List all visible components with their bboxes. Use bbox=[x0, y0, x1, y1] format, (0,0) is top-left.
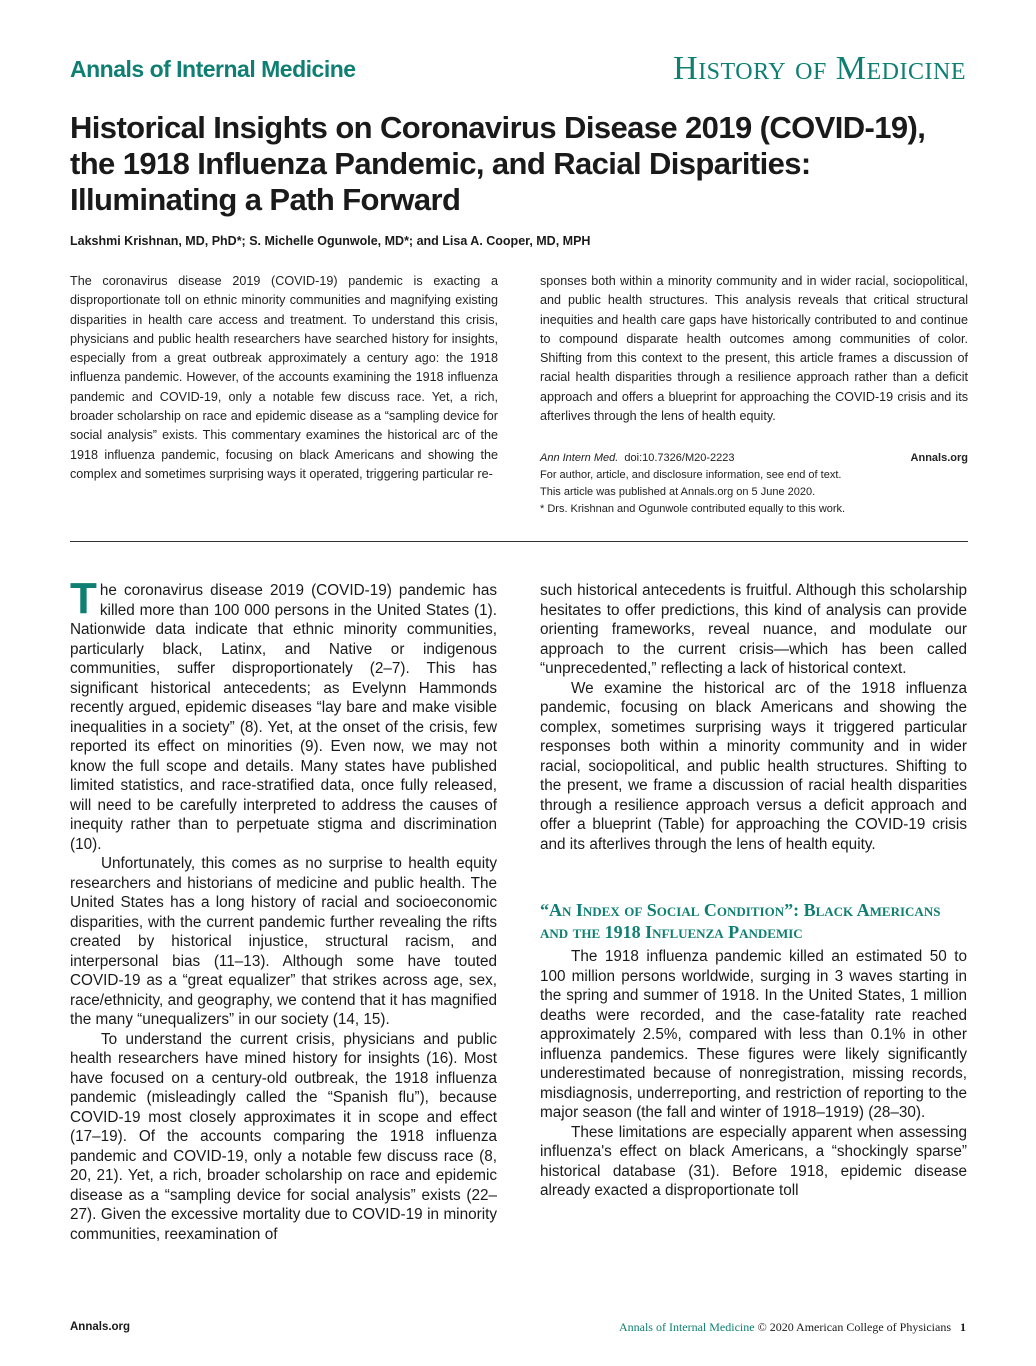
body-paragraph: such historical antecedents is fruitful. Although this scholarship hesitates to offer predictions, this kind of analysis can provide orienting frameworks, reveal nuance, and modulate our approach to the current crisis—which has been called “unprecedented,” reflecting a lack of historical context. bbox=[540, 582, 967, 677]
table-link[interactable]: Table bbox=[662, 816, 700, 833]
section-divider bbox=[70, 541, 968, 542]
body-left-column bbox=[70, 574, 497, 1244]
page-number: 1 bbox=[960, 1320, 966, 1334]
paragraph-text: We examine the historical arc of the 1918 influenza pandemic, focusing on black Americans and showing the complex, sometimes surprising ways it triggered particular responses both within a minority community and in wider racial, sociopolitical, and public health structures. Shifting to the present, we frame a discussion of racial health disparities through a resilience approach versus a deficit approach and offer a blueprint ( bbox=[540, 679, 967, 833]
body-paragraph bbox=[70, 574, 497, 854]
journal-name: Annals of Internal Medicine bbox=[70, 56, 356, 82]
publication-note: This article was published at Annals.org on 5 June 2020. bbox=[540, 486, 816, 498]
footer-journal: Annals of Internal Medicine bbox=[618, 1320, 755, 1334]
body-right-column bbox=[540, 581, 967, 1201]
author-list: Lakshmi Krishnan, MD, PhD*; S. Michelle Ogunwole, MD*; and Lisa A. Cooper, MD, MPH bbox=[70, 234, 591, 248]
body-paragraph: The 1918 influenza pandemic killed an estimated 50 to 100 million persons worldwide, surging in 3 waves starting in the spring and summer of 1918. In the United States, 1 million deaths were recorded, and the case-fatality rate reached approximately 2.5%, compared with less than 0.1% in other influenza pandemics. These figures were likely significantly underestimated because of nonregistration, missing records, misdiagnosis, underreporting, and restriction of reporting to the major season (the fall and winter of 1918–1919) (28–30). bbox=[540, 948, 967, 1121]
footer-copyright: © 2020 American College of Physicians bbox=[757, 1320, 951, 1334]
abstract-right-column: sponses both within a minority community and in wider racial, sociopolitical, and public health structures. This analysis reveals that critical structural inequities and health care gaps have historically contributed to and continue to compound disparate health outcomes among communities of color. Shifting from this context to the present, this article frames a discussion of racial health disparities through a resilience approach rather than a deficit approach and offers a blueprint for approaching the COVID-19 crisis and its afterlives through the lens of health equity. bbox=[540, 274, 968, 424]
article-title: Historical Insights on Coronavirus Disease 2019 (COVID-19), the 1918 Influenza Pandemic, and Racial Disparities: Illuminating a Path Forward bbox=[70, 110, 926, 217]
contribution-note: * Drs. Krishnan and Ogunwole contributed equally to this work. bbox=[540, 503, 846, 515]
author-info-note: For author, article, and disclosure information, see end of text. bbox=[540, 469, 842, 481]
journal-abbrev: Ann Intern Med. bbox=[540, 452, 619, 464]
doi: doi:10.7326/M20-2223 bbox=[624, 452, 735, 464]
citation-row bbox=[540, 450, 968, 467]
paragraph-text: ) for approaching the COVID-19 crisis and its afterlives through the lens of health equity. bbox=[540, 816, 967, 853]
section-heading: “An Index of Social Condition”: Black Americans and the 1918 Influenza Pandemic bbox=[540, 900, 941, 942]
body-paragraph bbox=[540, 679, 967, 855]
footer-credit bbox=[619, 1320, 966, 1335]
site-link[interactable]: Annals.org bbox=[910, 452, 968, 464]
body-paragraph: These limitations are especially apparent when assessing influenza's effect on black Americans, a “shockingly sparse” historical database (31). Before 1918, epidemic disease already exacted a disproportionate toll bbox=[540, 1123, 967, 1199]
citation bbox=[540, 450, 735, 467]
footer-site[interactable]: Annals.org bbox=[70, 1321, 131, 1333]
body-paragraph: Unfortunately, this comes as no surprise to health equity researchers and historians of medicine and public health. The United States has a long history of racial and socioeconomic disparities, with the current pandemic further revealing the rifts created by historical injustice, structural racism, and interpersonal bias (11–13). Although some have touted COVID-19 as a “great equalizer” that strikes across age, sex, race/ethnicity, and geography, we contend that it has magnified the many “unequalizers” in our society (14, 15). bbox=[70, 855, 497, 1028]
section-label: History of Medicine bbox=[673, 50, 966, 87]
body-paragraph: To understand the current crisis, physicians and public health researchers have mined history for insights (16). Most have focused on a century-old outbreak, the 1918 influenza pandemic (misleadingly called the “Spanish flu”), because COVID-19 most closely approximates it in scope and effect (17–19). Of the accounts comparing the 1918 influenza pandemic and COVID-19, only a notable few discuss race (8, 20, 21). Yet, a rich, broader scholarship on race and epidemic disease as a “sampling device for social analysis” exists (22–27). Given the excessive mortality due to COVID-19 in minority communities, reexamination of bbox=[70, 1030, 497, 1243]
drop-cap: T bbox=[70, 574, 97, 623]
article-meta bbox=[540, 450, 968, 518]
abstract-left-column: The coronavirus disease 2019 (COVID-19) pandemic is exacting a disproportionate toll on ethnic minority communities and magnifying existing disparities in health care access and treatment. To understand this crisis, physicians and public health researchers have searched history for insights, especially from a great outbreak approximately a century ago: the 1918 influenza pandemic. However, of the accounts examining the 1918 influenza pandemic and COVID-19, only a notable few discuss race. Yet, a rich, broader scholarship on race and epidemic disease as a “sampling device for social analysis” exists. This commentary examines the historical arc of the 1918 influenza pandemic, focusing on black Americans and showing the complex and sometimes surprising ways it operated, triggering particular re- bbox=[70, 274, 498, 481]
paragraph-text: he coronavirus disease 2019 (COVID-19) pandemic has killed more than 100 000 persons in the United States (1). Nationwide data indicate that ethnic minority communities, particularly black, Latinx, and Native or indigenous communities, suffer disproportionately (2–7). This has significant historical antecedents; as Evelynn Hammonds recently argued, epidemic diseases “lay bare and make visible inequalities in a society” (8). Yet, at the onset of the crisis, few reported its effect on minorities (9). Even now, we may not know the full scope and details. Many states have published limited statistics, and race-stratified data, once fully released, will need to be carefully interpreted to address the causes of inequity rather than to perpetuate stigma and discrimination (10). bbox=[70, 582, 497, 853]
